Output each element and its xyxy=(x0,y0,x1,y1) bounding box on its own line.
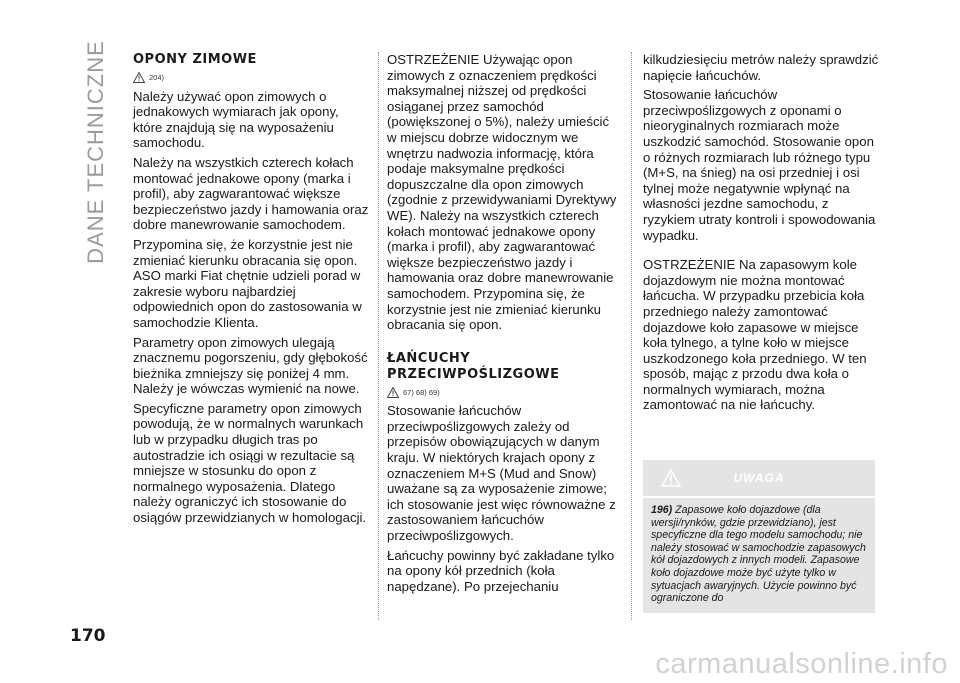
caution-box-body xyxy=(643,498,875,613)
paragraph: kilkudziesięciu metrów należy sprawdzić napięcie łańcuchów. xyxy=(643,52,879,83)
caution-number: 196) xyxy=(651,504,673,516)
reference-line xyxy=(133,70,369,86)
column-divider xyxy=(631,52,632,620)
side-title-text: DANE TECHNICZNE xyxy=(83,40,108,264)
warning-triangle-icon xyxy=(133,72,145,83)
paragraph: Stosowanie łańcuchów przeciwpoślizgowych z oponami o nieoryginalnych rozmiarach może uszkodzić samochód. Stosowanie opon o różnych rozmiarach lub różnego typu (M+S, na śnieg) na osi przedniej i osi tylnej może negatywnie wpłynąć na własności jezdne samochodu, z ryzykiem utraty kontroli i spowodowania wypadku. xyxy=(643,87,876,243)
caution-box-header xyxy=(643,460,875,498)
spacer xyxy=(387,337,619,351)
reference-line xyxy=(387,385,619,401)
column-1 xyxy=(133,52,369,530)
heading-line: PRZECIWPOŚLIZGOWE xyxy=(387,366,560,382)
spacer xyxy=(643,247,879,257)
reference-numbers: 204) xyxy=(149,73,165,82)
paragraph: Stosowanie łańcuchów przeciwpoślizgowych zależy od przepisów obowiązujących w danym kraju. W niektórych krajach opony z oznaczeniem M+S (Mud and Snow) uważane są za wyposażenie zimowe; ich stosowanie jest więc równoważne z zastosowaniem łańcuchów przeciwpoślizgowych. xyxy=(387,403,616,544)
paragraph: Przypomina się, że korzystnie jest nie zmieniać kierunku obracania się opon. ASO marki Fiat chętnie udzieli porad w zakresie wyboru najbardziej odpowiednich opon do zastosowania w samochodzie Klienta. xyxy=(133,236,362,330)
side-section-title xyxy=(82,40,110,264)
warning-triangle-icon xyxy=(387,387,399,398)
warning-triangle-icon xyxy=(661,469,681,487)
warning-paragraph: OSTRZEŻENIE Używając opon zimowych z oznaczeniem prędkości maksymalnej niższej od prędkości osiąganej przez samochód (powiększonej o 5%), należy umieścić w miejscu dobrze widocznym we wnętrzu nadwozia informację, która podaje maksymalne prędkości dopuszczalne dla opon zimowych (zgodnie z przewidywaniami Dyrektywy WE). Należy na wszystkich czterech kołach montować jednakowe opony (marka i profil), aby zagwarantować większe bezpieczeństwo jazdy i hamowania oraz dobre manewrowanie samochodem. Przypomina się, że korzystnie jest nie zmieniać kierunku obracania się opon. xyxy=(387,52,617,333)
caution-box xyxy=(643,460,875,613)
paragraph: Łańcuchy powinny być zakładane tylko na opony kół przednich (koła napędzane). Po przejechaniu xyxy=(387,547,615,594)
section-heading-snow-chains xyxy=(387,351,619,383)
paragraph: Należy na wszystkich czterech kołach montować jednakowe opony (marka i profil), aby zagwarantować większe bezpieczeństwo jazdy i hamowania oraz dobre manewrowanie samochodem. xyxy=(133,154,369,233)
column-2 xyxy=(387,52,619,598)
reference-numbers: 67) 68) 69) xyxy=(403,387,440,397)
caution-text: Zapasowe koło dojazdowe (dla wersji/rynków, gdzie przewidziano), jest specyficzne dla tego modelu samochodu; nie należy stosować w samochodzie zapasowych kół dojazdowych z innych modeli. Zapasowe koło dojazdowe może być użyte tylko w sytuacjach awaryjnych. Użycie powinno być ograniczone do xyxy=(651,504,866,605)
paragraph: Specyficzne parametry opon zimowych powodują, że w normalnych warunkach lub w przypadku długich tras po autostradzie ich osiągi w rezultacie są mniejsze w stosunku do opon z normalnego wyposażenia. Dlatego należy ograniczyć ich stosowanie do osiągów przewidzianych w homologacji. xyxy=(133,400,367,526)
page-number: 170 xyxy=(70,626,106,646)
heading-line: ŁAŃCUCHY xyxy=(387,350,471,366)
paragraph: Parametry opon zimowych ulegają znacznemu pogorszeniu, gdy głębokość bieżnika zmniejszy się poniżej 4 mm. Należy je wówczas wymienić na nowe. xyxy=(133,334,368,397)
watermark: carmanualsonline.info xyxy=(655,648,948,680)
column-divider xyxy=(378,52,379,620)
caution-box-title: UWAGA xyxy=(733,471,785,485)
section-heading-winter-tyres: OPONY ZIMOWE xyxy=(133,52,257,67)
warning-paragraph: OSTRZEŻENIE Na zapasowym kole dojazdowym nie można montować łańcucha. W przypadku przebicia koła przedniego należy zamontować dojazdowe koło zapasowe w miejsce koła tylnego, a tylne koło w miejsce uszkodzonego koła przedniego. W ten sposób, mając z przodu dwa koła o normalnych wymiarach, można zamontować na nie łańcuchy. xyxy=(643,257,867,413)
column-3 xyxy=(643,52,879,417)
paragraph: Należy używać opon zimowych o jednakowych wymiarach jak opony, które znajdują się na wyposażeniu samochodu. xyxy=(133,88,339,151)
